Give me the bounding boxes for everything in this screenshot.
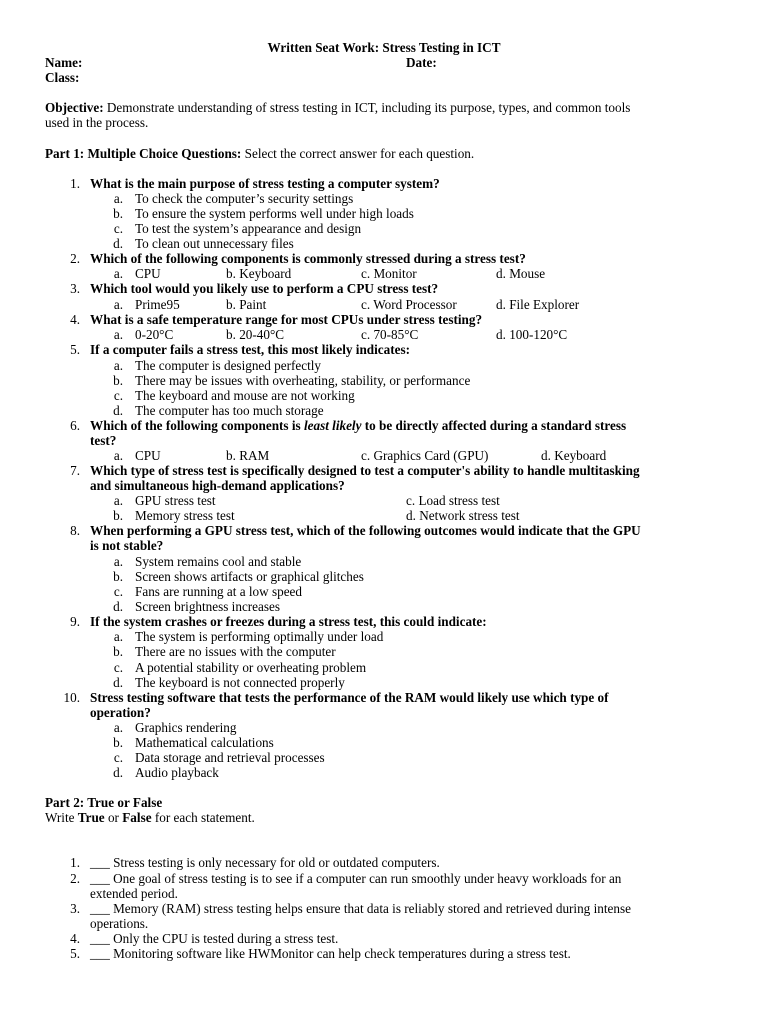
part2-label: Part 2: True or False [45,795,163,810]
question-number: 4. [70,312,80,327]
option-text: The computer has too much storage [135,403,324,418]
option-text: c. Monitor [361,266,417,281]
option-text: There are no issues with the computer [135,644,336,659]
question-number: 3. [70,281,80,296]
question-text: Which tool would you likely use to perform a CPU stress test? [90,281,439,296]
option-text: To ensure the system performs well under high loads [135,206,414,221]
option-text: Memory stress test [135,508,235,523]
option-text: To clean out unnecessary files [135,236,294,251]
part1-label: Part 1: Multiple Choice Questions: [45,146,242,161]
part2-instructions: Write True or False for each statement. [45,810,255,826]
statement-text: ___ Stress testing is only necessary for old or outdated computers. [90,855,440,870]
question-number: 7. [70,463,80,478]
option-text: To check the computer’s security settings [135,191,354,206]
option-text: The system is performing optimally under load [135,629,384,644]
option-text: d. File Explorer [496,297,580,312]
option-text: CPU [135,266,161,281]
part2-heading [45,795,735,825]
question-number: 8. [70,523,80,538]
question-number: 5. [70,342,80,357]
option-text: d. Network stress test [406,508,520,523]
page-title: Written Seat Work: Stress Testing in ICT [267,40,501,55]
objective-text: Demonstrate understanding of stress testing in ICT, including its purpose, types, and common tools [106,100,631,115]
statement-text: ___ Only the CPU is tested during a stress test. [90,931,339,946]
option-text: c. Word Processor [361,297,457,312]
question-number: 6. [70,418,80,433]
question-text: When performing a GPU stress test, which of the following outcomes would indicate that the GPU is not stable? [90,523,641,554]
option-text: c. Load stress test [406,493,500,508]
option-text: There may be issues with overheating, stability, or performance [135,373,471,388]
question-number: 2. [70,251,80,266]
option-text: c. Graphics Card (GPU) [361,448,489,463]
option-text: Prime95 [135,297,180,312]
option-text: b. Paint [226,297,267,312]
part1-instructions: Select the correct answer for each question. [244,146,475,161]
option-text: b. Keyboard [226,266,292,281]
objective-text-cont: used in the process. [45,115,149,131]
class-label: Class: [45,70,80,85]
true-false-section: 1. ___ Stress testing is only necessary for old or outdated computers. 2. ___ One goal of stress testing is to see if a computer can run smoothly under heavy workloads for an extended period. 3. ___ Memory (RAM) stress testing helps ensure that data is reliably stored and retrieved during intense operations. 4. ___ Only the CPU is tested during a stress test. 5. ___ Monitoring software like HWMonitor can help check temperatures during a stress test. [45,855,735,965]
option-text: Screen brightness increases [135,599,281,614]
option-text: 0-20°C [135,327,174,342]
multiple-choice-section: 1. What is the main purpose of stress testing a computer system? a. To check the computer’s security settings b. To ensure the system performs well under high loads c. To test the system’s appearance and design d. To clean out unnecessary files 2. Which of the following components is commonly stressed during a stress test? a. CPU b. Keyboard c. Monitor d. Mouse 3. Which tool would you likely use to perform a CPU stress test? a. Prime95 b. Paint c. Word Processor d. File Explorer 4. What is a safe temperature range for most CPUs under stress testing? a. 0-20°C b. 20-40°C c. 70-85°C d. 100-120°C 5. If a computer fails a stress test, this most likely indicates: a. The computer is designed perfectly b. There may be issues with overheating, stability, or performance c. The keyboard and mouse are not working d. The computer has too much storage 6. Which of the following components is least likely to be directly affected during a standard stress test? a. CPU b. RAM c. Graphics Card (GPU) d. Keyboard 7. Which type of stress test is specifically designed to test a computer's ability to handle multitasking and simultaneous high-demand applications? a. GPU stress test c. Load stress test b. Memory stress test d. Network stress test 8. When performing a GPU stress test, which of the following outcomes would indicate that the GPU is not stable? a. System remains cool and stable b. Screen shows artifacts or graphical glitches c. Fans are running at a low speed d. Screen brightness increases 9. If the system crashes or freezes during a stress test, this could indicate: a. The system is performing optimally under load b. There are no issues with the computer c. A potential stability or overheating problem d. The keyboard is not connected properly 10. Stress testing software that tests the performance of the RAM would likely use which type of operation? a. Graphics rendering b. Mathematical calculations c. Data storage and retrieval processes d. Audio playback [45,176,735,786]
emphasis-text: least likely [303,418,362,433]
option-text: Screen shows artifacts or graphical glitches [135,569,364,584]
question-text: Which type of stress test is specifically designed to test a computer's ability to handle multitasking and simultaneous high-demand applications? [90,463,640,494]
option-text: Mathematical calculations [135,735,274,750]
question-text: Stress testing software that tests the performance of the RAM would likely use which type of operation? [90,690,609,721]
statement-text: ___ One goal of stress testing is to see if a computer can run smoothly under heavy workloads for an extended period. [90,871,622,902]
statement-text: ___ Monitoring software like HWMonitor can help check temperatures during a stress test. [90,946,571,961]
option-text: d. 100-120°C [496,327,568,342]
option-text: CPU [135,448,161,463]
option-text: Fans are running at a low speed [135,584,302,599]
option-text: b. RAM [226,448,270,463]
option-text: A potential stability or overheating problem [135,660,367,675]
question-text: What is a safe temperature range for most CPUs under stress testing? [90,312,483,327]
option-text: The computer is designed perfectly [135,358,322,373]
part1-heading [45,146,735,161]
option-text: Data storage and retrieval processes [135,750,325,765]
option-text: c. 70-85°C [361,327,419,342]
option-text: GPU stress test [135,493,216,508]
question-number: 9. [70,614,80,629]
question-number: 10. [63,690,80,705]
option-text: b. 20-40°C [226,327,285,342]
date-label: Date: [406,55,437,70]
option-text: System remains cool and stable [135,554,302,569]
statement-text: ___ Memory (RAM) stress testing helps ensure that data is reliably stored and retrieved during intense operations. [90,901,631,932]
option-text: d. Keyboard [541,448,607,463]
option-text: The keyboard and mouse are not working [135,388,355,403]
option-text: d. Mouse [496,266,546,281]
option-text: The keyboard is not connected properly [135,675,345,690]
name-label: Name: [45,55,83,70]
option-text: To test the system’s appearance and design [135,221,362,236]
objective [45,100,735,130]
option-text: Audio playback [135,765,219,780]
question-text: If the system crashes or freezes during a stress test, this could indicate: [90,614,487,629]
question-text: Which of the following components is commonly stressed during a stress test? [90,251,526,266]
question-text: Which of the following components is least likely to be directly affected during a standard stress test? [90,418,627,449]
question-text: If a computer fails a stress test, this most likely indicates: [90,342,411,357]
question-text: What is the main purpose of stress testing a computer system? [90,176,440,191]
objective-label: Objective: [45,100,104,115]
option-text: Graphics rendering [135,720,237,735]
question-number: 1. [70,176,80,191]
